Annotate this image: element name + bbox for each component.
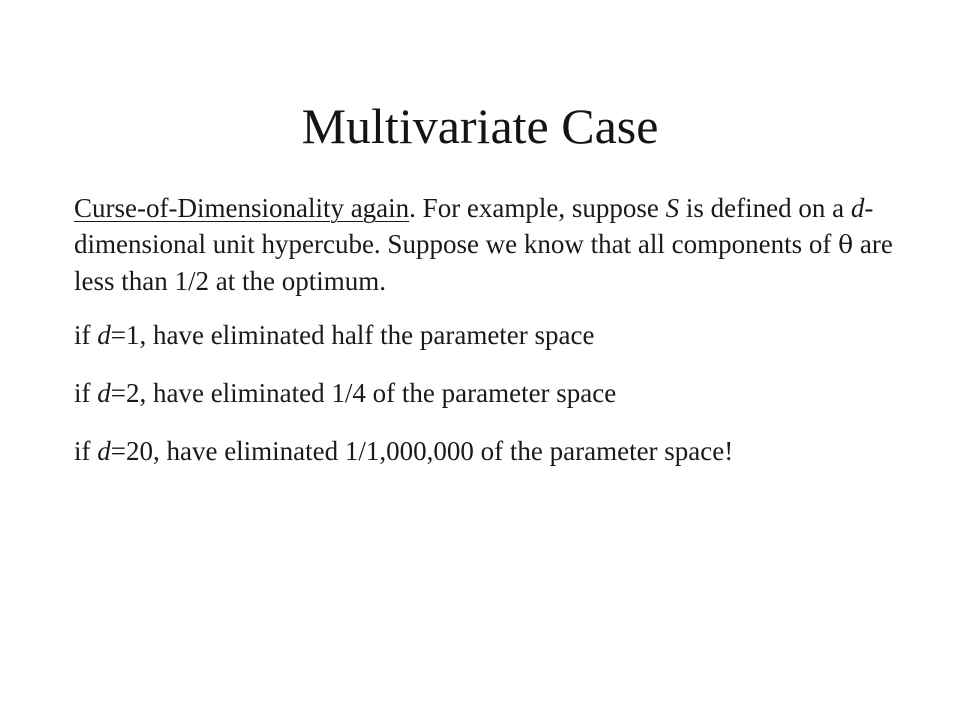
slide-body: [74, 190, 894, 491]
case-prefix: if: [74, 436, 98, 466]
intro-text-1: . For example, suppose: [409, 193, 666, 223]
intro-text-4: are less than 1/2 at the optimum.: [74, 229, 893, 296]
case-text: =2, have eliminated 1/4 of the parameter space: [110, 378, 617, 408]
intro-heading: Curse-of-Dimensionality again: [74, 193, 410, 223]
intro-text-2: is defined on a: [679, 193, 851, 223]
case-variable: d: [97, 320, 111, 350]
intro-paragraph: [74, 190, 894, 299]
case-prefix: if: [74, 320, 98, 350]
case-item-d20: [74, 433, 894, 469]
case-variable: d: [97, 436, 111, 466]
slide-title: Multivariate Case: [301, 98, 659, 154]
theta-symbol: θ: [838, 230, 854, 259]
variable-s: S: [665, 193, 680, 223]
case-item-d2: [74, 375, 894, 411]
case-text: =20, have eliminated 1/1,000,000 of the parameter space!: [110, 436, 734, 466]
case-variable: d: [97, 378, 111, 408]
intro-text-3: -dimensional unit hypercube. Suppose we know that all components of: [74, 193, 874, 259]
case-prefix: if: [74, 378, 98, 408]
case-text: =1, have eliminated half the parameter space: [110, 320, 595, 350]
variable-d: d: [850, 193, 865, 223]
case-item-d1: [74, 317, 894, 353]
